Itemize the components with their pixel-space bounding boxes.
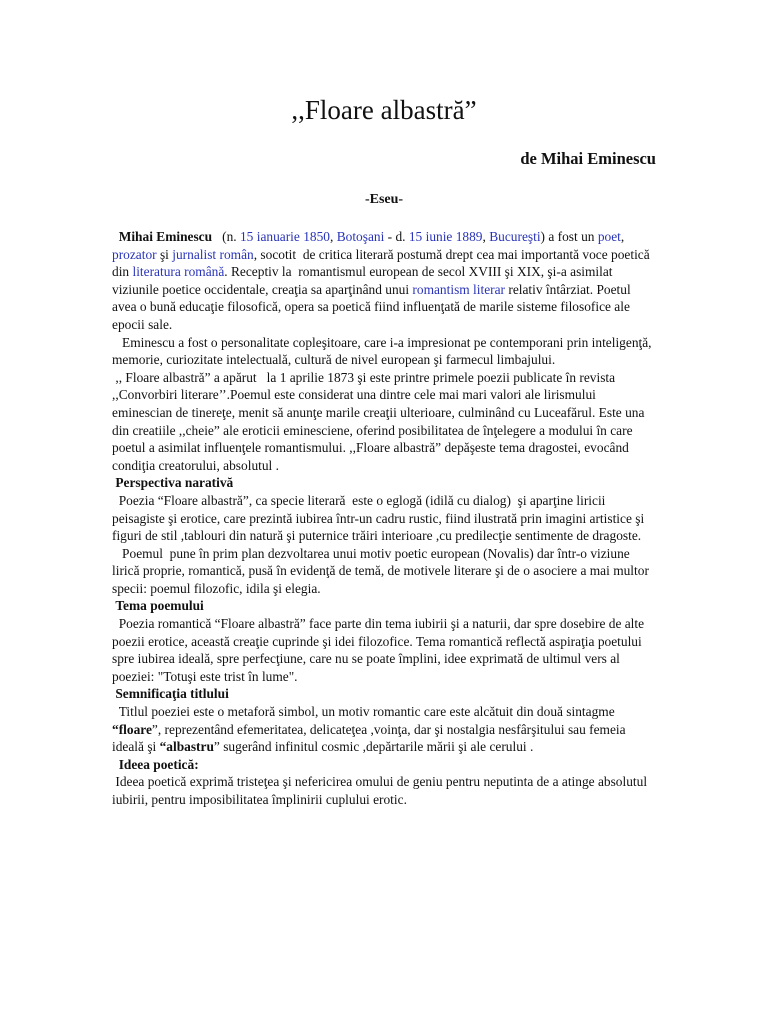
text: , socotit de critica literară postumă drept cea mai importantă voce poetică din: [112, 246, 654, 280]
paragraph-intro: [112, 228, 657, 334]
text: . Receptiv la romantismul european de secol XVIII şi XIX, şi-a asimilat viziunile poetice occidentale, creaţia sa aparţinând unui: [112, 264, 616, 297]
text: ) a fost un: [540, 229, 598, 244]
bold-floare: “floare: [112, 721, 152, 737]
link-poet[interactable]: poet: [597, 229, 621, 244]
text: ,: [329, 229, 337, 244]
text: şi: [156, 246, 173, 262]
document-title: ,,Floare albastră”: [291, 95, 477, 125]
paragraph-perspectiva-2: Poemul pune în prim plan dezvoltarea unui motiv poetic european (Novalis) dar într-o viziune lirică proprie, romantică, pusă în evidenţă de temă, de motivele literare şi de o asociere a mai multor specii: poemul filozofic, idila şi elegia.: [112, 545, 653, 596]
link-bucuresti[interactable]: Bucureşti: [489, 229, 541, 244]
text: - d.: [384, 229, 409, 244]
author-name: Mihai Eminescu: [118, 229, 213, 244]
essay-body: [112, 228, 657, 809]
heading-tema: Tema poemului: [112, 598, 204, 614]
genre-label: -Eseu-: [364, 192, 404, 207]
paragraph-personality: Eminescu a fost o personalitate copleşitoare, care i-a impresionat pe contemporani prin inteligenţă, memorie, curiozitate intelectuală, cultură de nivel european şi farmecul limbajului.: [112, 334, 655, 368]
heading-ideea: Ideea poetică:: [112, 756, 199, 772]
link-jurnalist[interactable]: jurnalist român: [172, 246, 254, 262]
text: relativ întârziat. Poetul avea o bună educaţie filosofică, opera sa poetică fiind influenţată de marile sisteme filosofice ale epocii sale.: [112, 281, 635, 332]
link-death-date[interactable]: 15 iunie 1889: [408, 229, 483, 244]
paragraph-ideea: Ideea poetică exprimă tristeţea şi nefericirea omului de geniu pentru neputinta de a atinge absolutul iubirii, pentru imposibilitatea împlinirii cuplului erotic.: [112, 774, 651, 807]
heading-perspectiva: Perspectiva narativă: [112, 475, 234, 491]
link-romantism-literar[interactable]: romantism literar: [412, 281, 506, 297]
heading-semnificatia: Semnificaţia titlului: [112, 686, 229, 702]
text: ,: [482, 229, 490, 244]
paragraph-semnificatia: [112, 703, 657, 756]
author-line: de Mihai Eminescu: [520, 149, 656, 168]
link-prozator[interactable]: prozator: [112, 246, 157, 262]
link-botosani[interactable]: Botoşani: [336, 229, 385, 244]
bold-albastru: “albastru: [159, 739, 214, 755]
link-literatura-romana[interactable]: literatura română: [132, 264, 225, 280]
text: ”, reprezentând efemeritatea, delicateţea ,voinţa, dar şi nostalgia nesfârşitului sau femeia ideală şi: [112, 721, 629, 755]
text: ,: [620, 229, 628, 244]
text: ” sugerând infinitul cosmic ,depărtarile mării şi ale cerului .: [213, 739, 534, 755]
paragraph-perspectiva-1: Poezia “Floare albastră”, ca specie literară este o eglogă (idilă cu dialog) şi aparţine liricii peisagiste şi erotice, care prezintă iubirea într-un cadru rustic, fiind ilustrată prin imagini artistice şi figuri de stil ,tablouri din natură şi puternice trăiri interioare ,cu predilecţie sentimente de dragoste.: [112, 492, 648, 544]
text: Titlul poeziei este o metaforă simbol, un motiv romantic care este alcătuit din două sintagme: [112, 704, 618, 720]
link-birth-date[interactable]: 15 ianuarie 1850: [239, 229, 330, 244]
paragraph-publication: ,, Floare albastră” a apărut la 1 aprilie 1873 şi este printre primele poezii publicate în revista ,,Convorbiri literare’’.Poemul este considerat una dintre cele mai mari valori ale lirismului eminescian de tinereţe, menit să anunţe marile creaţii ulterioare, culminând cu Luceafărul. Este una din creatiile ,,cheie” ale eroticii eminesciene, oferind posibilitatea de înţelegere a modului în care poetul a asimilat influenţele romantismului. ,,Floare albastră” depăşeste tema dragostei, evocând condiţia creatorului, absolutul .: [112, 369, 648, 473]
paragraph-tema: Poezia romantică “Floare albastră” face parte din tema iubirii şi a naturii, dar spre dosebire de alte poezii erotice, această creaţie cuprinde şi idei filozofice. Tema romantică reflectă aspiraţia poetului spre iubirea ideală, spre perfecţiune, care nu se poate împlini, idee exprimată de ultimul vers al poeziei: "Totuşi este trist în lume".: [112, 616, 648, 684]
text: (n.: [212, 229, 240, 244]
